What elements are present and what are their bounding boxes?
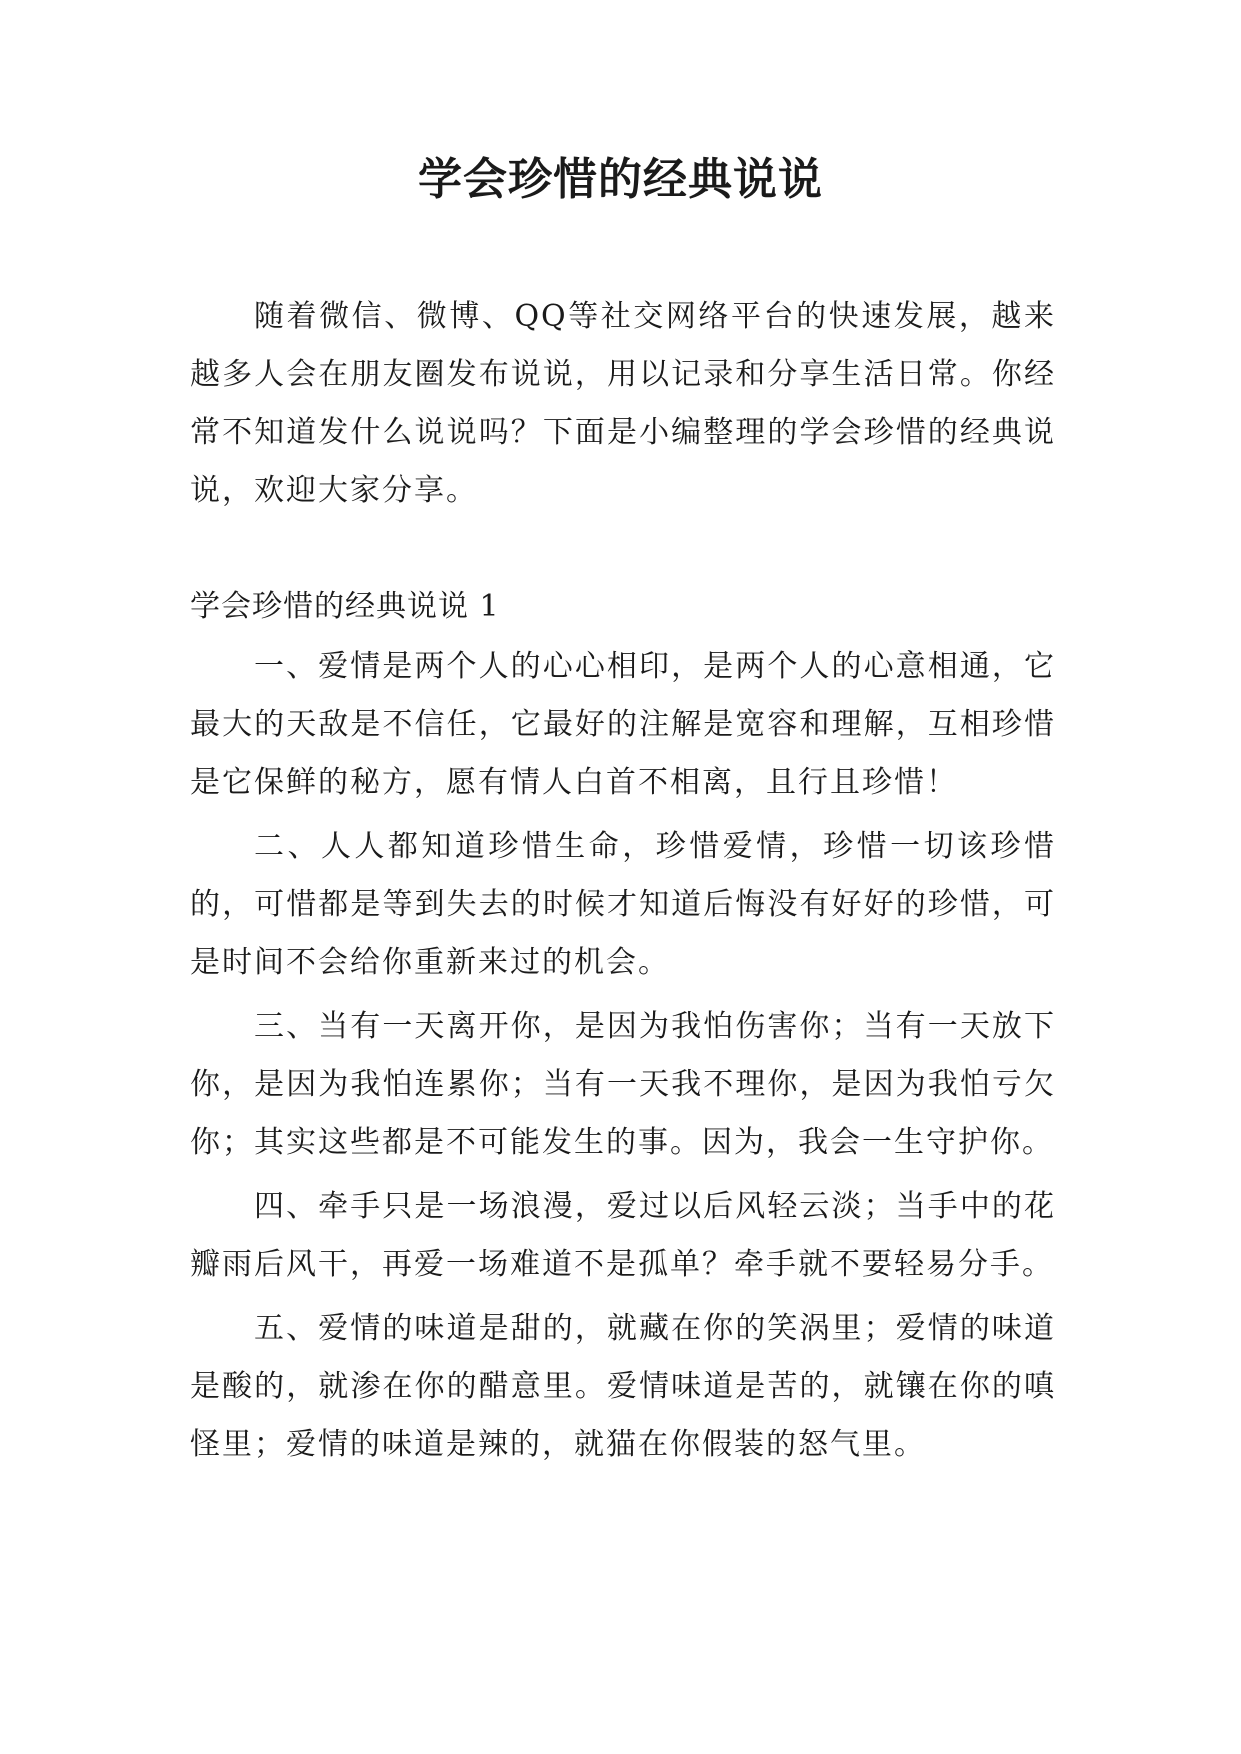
items-list	[190, 638, 1056, 1480]
section-heading: 学会珍惜的经典说说 1	[190, 589, 500, 624]
list-item: 三、当有一天离开你，是因为我怕伤害你；当有一天放下你，是因为我怕连累你；当有一天我不理你，是因为我怕亏欠你；其实这些都是不可能发生的事。因为，我会一生守护你。	[190, 1009, 1056, 1160]
intro-block	[190, 288, 1056, 520]
list-item: 二、人人都知道珍惜生命，珍惜爱情，珍惜一切该珍惜的，可惜都是等到失去的时候才知道后悔没有好好的珍惜，可是时间不会给你重新来过的机会。	[190, 829, 1056, 980]
list-item: 五、爱情的味道是甜的，就藏在你的笑涡里；爱情的味道是酸的，就渗在你的醋意里。爱情味道是苦的，就镶在你的嗔怪里；爱情的味道是辣的，就猫在你假装的怒气里。	[190, 1311, 1056, 1462]
document-title: 学会珍惜的经典说说	[418, 154, 823, 205]
list-item: 一、爱情是两个人的心心相印，是两个人的心意相通，它最大的天敌是不信任，它最好的注解是宽容和理解，互相珍惜是它保鲜的秘方，愿有情人白首不相离，且行且珍惜！	[190, 649, 1056, 800]
list-item: 四、牵手只是一场浪漫，爱过以后风轻云淡；当手中的花瓣雨后风干，再爱一场难道不是孤单？牵手就不要轻易分手。	[190, 1189, 1056, 1282]
intro-paragraph: 随着微信、微博、QQ等社交网络平台的快速发展，越来越多人会在朋友圈发布说说，用以记录和分享生活日常。你经常不知道发什么说说吗？下面是小编整理的学会珍惜的经典说说，欢迎大家分享。	[190, 299, 1056, 508]
